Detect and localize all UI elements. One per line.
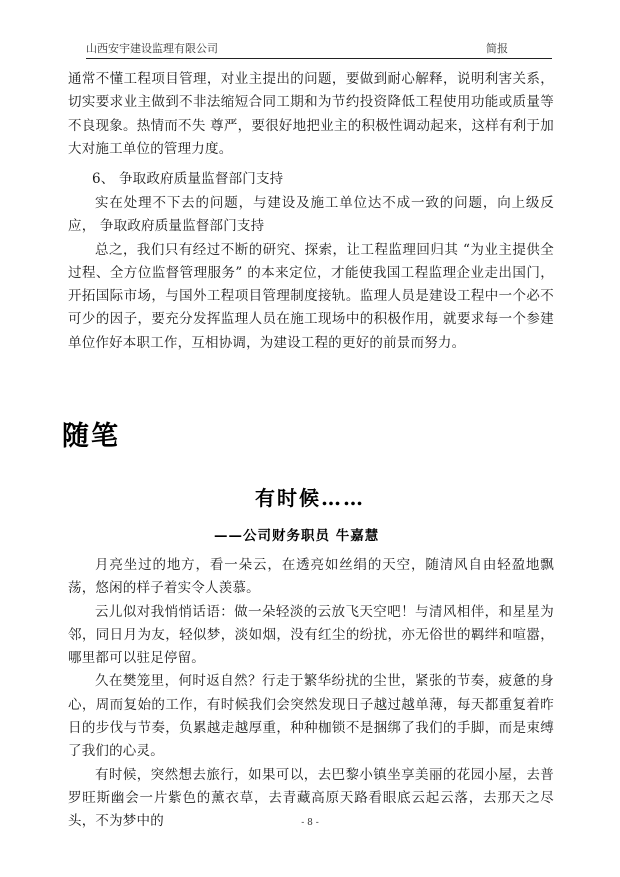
item-heading-6 <box>92 168 552 191</box>
essay-paragraph-1: 月亮坐过的地方，看一朵云，在透亮如丝绢的天空，随清风自由轻盈地飘荡，悠闲的样子着实令人羡慕。 <box>68 557 554 597</box>
paragraph-seek-support: 实在处理不下去的问题，与建设及施工单位达不成一致的问题，向上级反应， 争取政府质量监督部门支持 <box>68 195 554 235</box>
essay-paragraph-4: 有时候，突然想去旅行，如果可以，去巴黎小镇坐享美丽的花园小屋，去普罗旺斯幽会一片紫色的薰衣草，去青藏高原天路看眼底云起云落，去那天之尽头，不为梦中的 <box>68 766 554 830</box>
section-supervision-text <box>68 192 554 355</box>
header-divider <box>86 58 552 59</box>
essay-paragraph-2: 云儿似对我悄悄话语：做一朵轻淡的云放飞天空吧！与清风相伴，和星星为邻，同日月为友，轻似梦，淡如烟，没有红尘的纷扰，亦无俗世的羁绊和喧嚣，哪里都可以驻足停留。 <box>68 603 554 667</box>
essay-body <box>68 554 554 834</box>
paragraph-owner-communication: 通常不懂工程项目管理，对业主提出的问题，要做到耐心解释，说明利害关系，切实要求业主做到不非法缩短合同工期和为节约投资降低工程使用功能或质量等不良现象。热情而不失 尊严，要很好地把业主的积极性调动起来，这样有利于加大对施工单位的管理力度。 <box>68 71 554 157</box>
section-title-essays: 随笔 <box>62 421 120 452</box>
essay-title: 有时候…… <box>255 486 365 510</box>
essay-paragraph-3: 久在樊笼里，何时返自然？行走于繁华纷扰的尘世，紧张的节奏，疲惫的身心，周而复始的工作，有时候我们会突然发现日子越过越单薄，每天都重复着昨日的步伐与节奏，负累越走越厚重，种种枷锁不是捆绑了我们的手脚，而是束缚了我们的心灵。 <box>68 673 554 760</box>
paragraph-conclusion: 总之，我们只有经过不断的研究、探索，让工程监理回归其 “为业主提供全过程、全方位监督管理服务” 的本来定位，才能使我国工程监理企业走出国门，开拓国际市场，与国外工程项目管理制度接轨。监理人员是建设工程中一个必不可少的因子，要充分发挥监理人员在施工现场中的积极作用，就要求每一个参建单位作好本职工作，互相协调，为建设工程的更好的前景而努力。 <box>68 241 554 351</box>
header-doc-type: 简报 <box>486 42 508 55</box>
page-number: - 8 - <box>301 818 319 828</box>
section-management-text <box>68 68 554 161</box>
item-6-heading: 6、 争取政府质量监督部门支持 <box>92 171 284 187</box>
header-company-name: 山西安宇建设监理有限公司 <box>86 42 218 55</box>
page-header <box>86 40 552 56</box>
essay-byline: ——公司财务职员 牛嘉慧 <box>214 528 380 544</box>
